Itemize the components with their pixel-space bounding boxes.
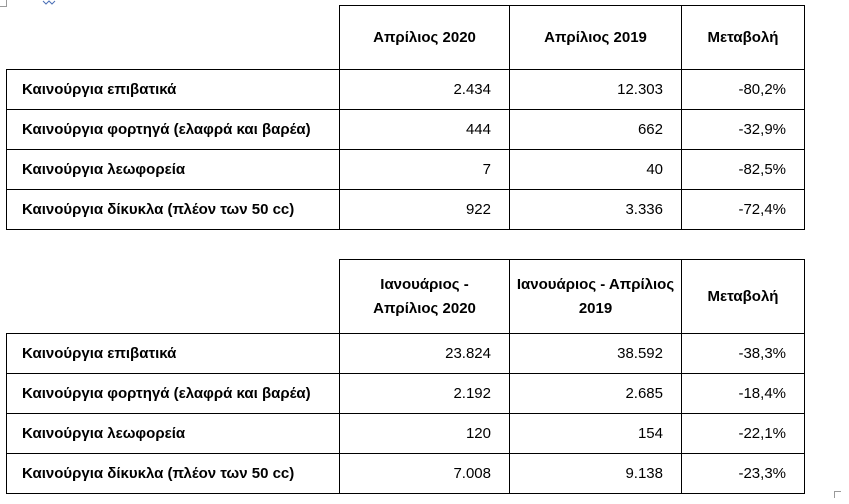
value-change: -22,1%	[682, 414, 805, 454]
row-label: Καινούργια δίκυκλα (πλέον των 50 cc)	[7, 190, 340, 230]
table-row	[7, 454, 805, 494]
value-jan-apr-2019: 9.138	[510, 454, 682, 494]
table-row	[7, 150, 805, 190]
value-jan-apr-2019: 2.685	[510, 374, 682, 414]
row-label: Καινούργια φορτηγά (ελαφρά και βαρέα)	[7, 374, 340, 414]
value-april-2020: 922	[340, 190, 510, 230]
text-boundary-end-mark	[834, 491, 841, 498]
value-jan-apr-2019: 154	[510, 414, 682, 454]
value-change: -82,5%	[682, 150, 805, 190]
row-label: Καινούργια επιβατικά	[7, 334, 340, 374]
header-change: Μεταβολή	[682, 6, 805, 70]
value-april-2020: 7	[340, 150, 510, 190]
header-change: Μεταβολή	[682, 260, 805, 334]
value-april-2019: 3.336	[510, 190, 682, 230]
table-row	[7, 374, 805, 414]
table-row	[7, 334, 805, 374]
header-april-2020: Απρίλιος 2020	[340, 6, 510, 70]
row-label: Καινούργια λεωφορεία	[7, 414, 340, 454]
table-header-row	[7, 6, 805, 70]
value-change: -23,3%	[682, 454, 805, 494]
header-jan-apr-2019: Ιανουάριος - Απρίλιος 2019	[510, 260, 682, 334]
row-label: Καινούργια επιβατικά	[7, 70, 340, 110]
value-april-2019: 40	[510, 150, 682, 190]
value-change: -72,4%	[682, 190, 805, 230]
value-jan-apr-2020: 23.824	[340, 334, 510, 374]
row-label: Καινούργια φορτηγά (ελαφρά και βαρέα)	[7, 110, 340, 150]
value-change: -32,9%	[682, 110, 805, 150]
value-change: -38,3%	[682, 334, 805, 374]
value-jan-apr-2020: 7.008	[340, 454, 510, 494]
value-jan-apr-2020: 120	[340, 414, 510, 454]
january-april-registrations-table	[6, 259, 805, 494]
header-april-2019: Απρίλιος 2019	[510, 6, 682, 70]
table-row	[7, 70, 805, 110]
value-change: -80,2%	[682, 70, 805, 110]
value-change: -18,4%	[682, 374, 805, 414]
value-april-2020: 444	[340, 110, 510, 150]
row-label: Καινούργια λεωφορεία	[7, 150, 340, 190]
value-april-2019: 662	[510, 110, 682, 150]
table-row	[7, 110, 805, 150]
table-row	[7, 414, 805, 454]
table-header-row	[7, 260, 805, 334]
row-label: Καινούργια δίκυκλα (πλέον των 50 cc)	[7, 454, 340, 494]
value-jan-apr-2019: 38.592	[510, 334, 682, 374]
header-blank-cell	[7, 260, 340, 334]
header-jan-apr-2020: Ιανουάριος - Απρίλιος 2020	[340, 260, 510, 334]
value-jan-apr-2020: 2.192	[340, 374, 510, 414]
header-blank-cell	[7, 6, 340, 70]
value-april-2019: 12.303	[510, 70, 682, 110]
table-row	[7, 190, 805, 230]
april-registrations-table	[6, 5, 805, 230]
value-april-2020: 2.434	[340, 70, 510, 110]
